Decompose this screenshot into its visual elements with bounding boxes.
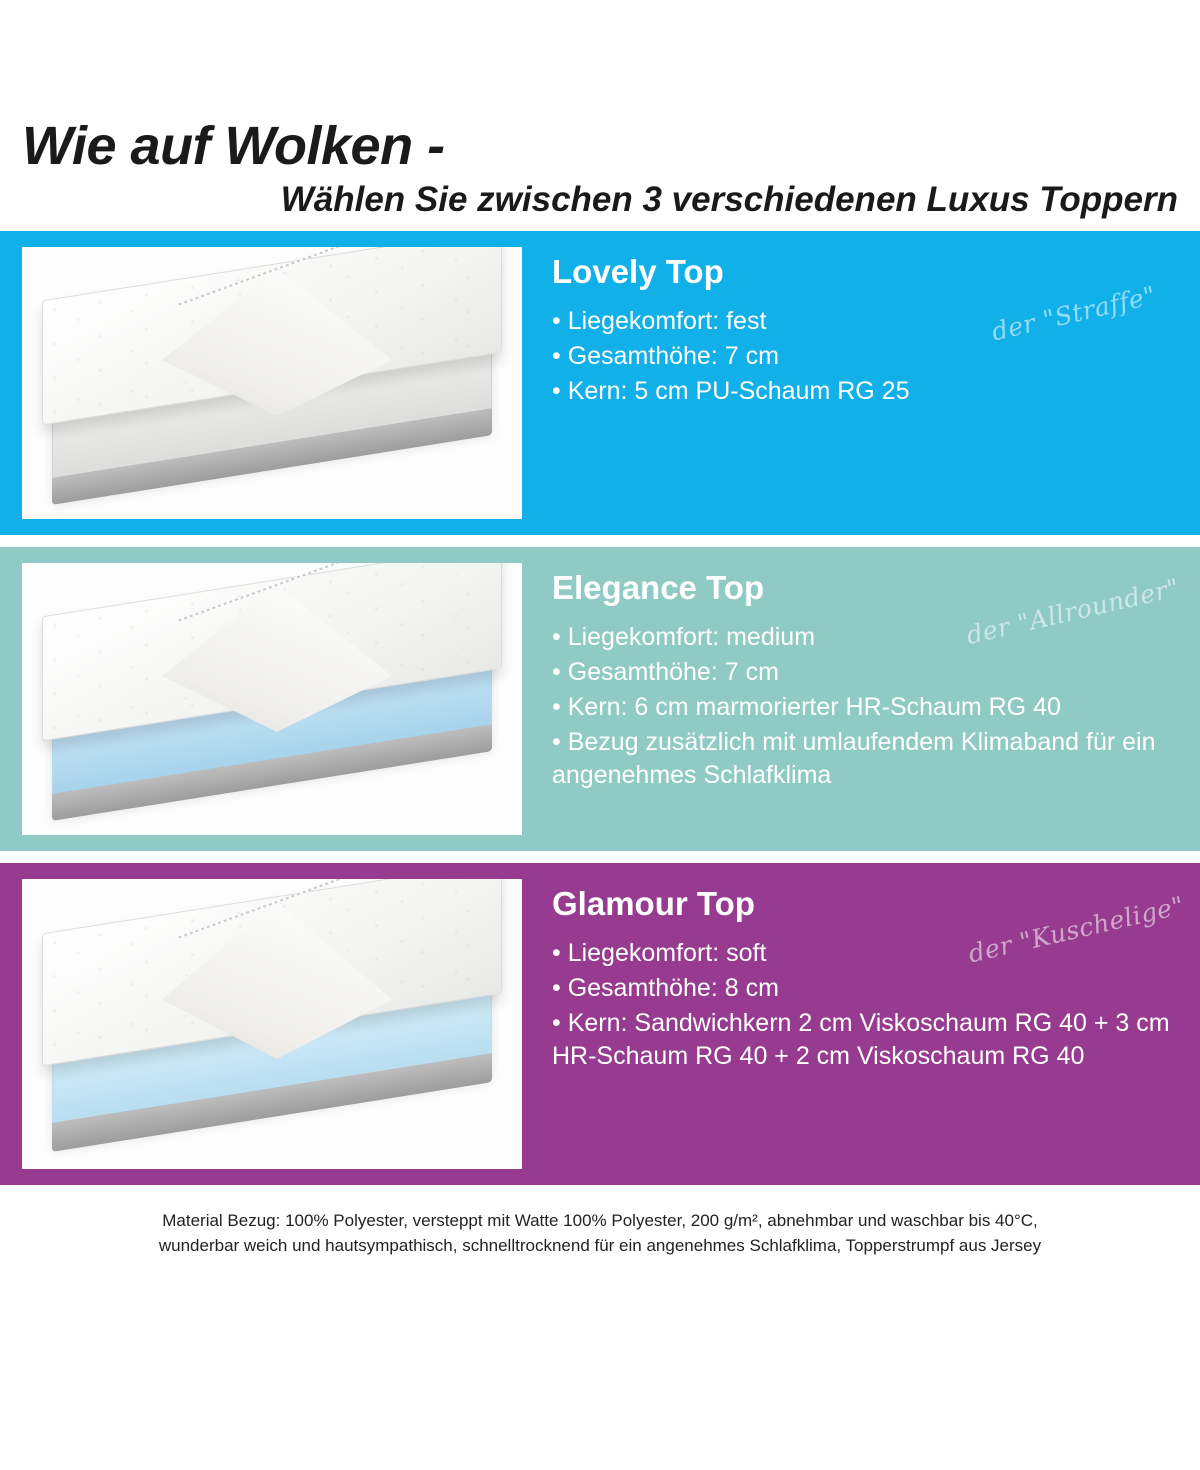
bullet-item: • Gesamthöhe: 7 cm	[552, 342, 779, 371]
mattress-topper-illustration	[22, 879, 522, 1169]
footer-material-info	[0, 1185, 1200, 1258]
product-card-lovely-top	[0, 231, 1200, 535]
mattress-topper-illustration	[22, 247, 522, 519]
footer-line-2: wunderbar weich und hautsympathisch, schnelltrocknend für ein angenehmes Schlafklima, Topperstrumpf aus Jersey	[158, 1235, 1042, 1255]
bullet-item: • Liegekomfort: fest	[552, 307, 767, 336]
product-card-glamour-top	[0, 863, 1200, 1185]
product-card-elegance-top	[0, 547, 1200, 851]
product-nickname: der "Allrounder"	[963, 573, 1183, 651]
product-nickname: der "Straffe"	[989, 280, 1160, 347]
product-title: Lovely Top	[552, 253, 724, 291]
product-title: Elegance Top	[552, 569, 765, 607]
mattress-topper-illustration	[22, 563, 522, 835]
product-info-lovely-top	[522, 231, 1200, 535]
bullet-item: • Kern: Sandwichkern 2 cm Viskoschaum RG 40 + 3 cm HR-Schaum RG 40 + 2 cm Viskoschaum RG 40	[552, 1009, 1170, 1071]
product-bullets	[552, 937, 1176, 1073]
footer-line-1: Material Bezug: 100% Polyester, versteppt mit Watte 100% Polyester, 200 g/m², abnehmbar und waschbar bis 40°C,	[162, 1211, 1038, 1231]
page-subtitle: Wählen Sie zwischen 3 verschiedenen Luxus Toppern	[280, 179, 1178, 219]
page-title: Wie auf Wolken -	[22, 116, 445, 176]
bullet-item: • Gesamthöhe: 7 cm	[552, 658, 779, 687]
product-image-lovely-top	[22, 247, 522, 519]
bullet-item: • Gesamthöhe: 8 cm	[552, 974, 779, 1003]
product-nickname: der "Kuschelige"	[965, 890, 1187, 969]
bullet-item: • Kern: 6 cm marmorierter HR-Schaum RG 40	[552, 693, 1061, 722]
product-image-glamour-top	[22, 879, 522, 1169]
product-info-glamour-top	[522, 863, 1200, 1185]
product-info-elegance-top	[522, 547, 1200, 851]
header	[0, 0, 1200, 219]
product-image-elegance-top	[22, 563, 522, 835]
product-title: Glamour Top	[552, 885, 755, 923]
bullet-item: • Kern: 5 cm PU-Schaum RG 25	[552, 377, 910, 406]
bullet-item: • Bezug zusätzlich mit umlaufendem Klimaband für ein angenehmes Schlafklima	[552, 728, 1156, 790]
bullet-item: • Liegekomfort: soft	[552, 939, 767, 968]
product-bullets	[552, 621, 1176, 792]
bullet-item: • Liegekomfort: medium	[552, 623, 816, 652]
